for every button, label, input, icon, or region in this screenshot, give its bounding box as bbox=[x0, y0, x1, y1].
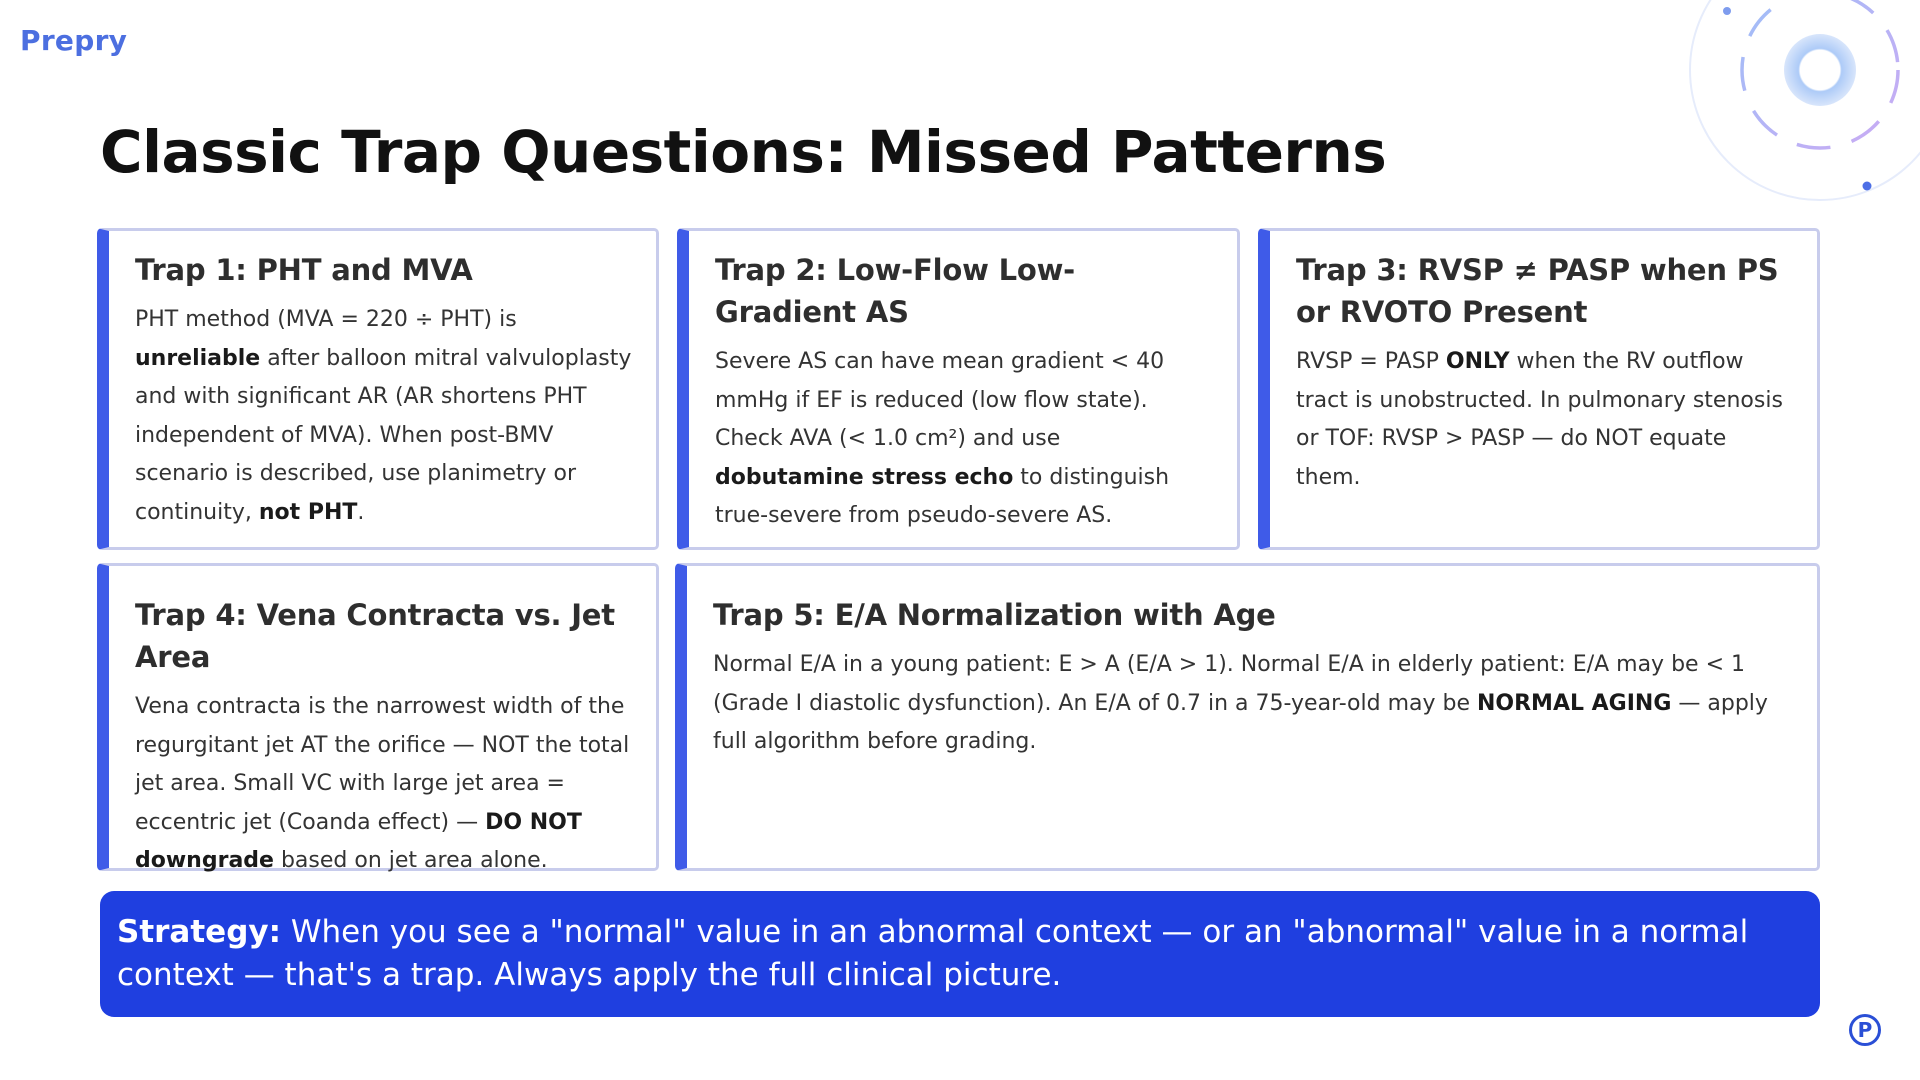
body-text: RVSP = PASP bbox=[1296, 349, 1446, 374]
emphasis-text: not PHT bbox=[258, 499, 358, 525]
trap-card-heading: Trap 4: Vena Contracta vs. Jet Area bbox=[135, 598, 615, 674]
strategy-callout bbox=[100, 891, 1820, 1017]
body-text: after balloon mitral valvuloplasty and with significant AR (AR shortens PHT independent of MVA). When post-BMV scenario is described, use planimetry or continuity, bbox=[135, 345, 632, 525]
body-text: . bbox=[357, 499, 365, 525]
body-text: when the RV outflow tract is unobstructed. In pulmonary stenosis or TOF: RVSP > PASP — do NOT equate them. bbox=[1296, 349, 1783, 490]
trap-card-body bbox=[715, 343, 1215, 536]
trap-card-heading: Trap 1: PHT and MVA bbox=[135, 253, 473, 287]
trap-card-4 bbox=[97, 563, 659, 871]
emphasis-text: ONLY bbox=[1445, 349, 1510, 374]
page-title: Classic Trap Questions: Missed Patterns bbox=[100, 118, 1387, 186]
emphasis-text: dobutamine stress echo bbox=[715, 464, 1014, 490]
trap-card-heading: Trap 5: E/A Normalization with Age bbox=[713, 598, 1276, 632]
trap-card-heading: Trap 2: Low-Flow Low-Gradient AS bbox=[715, 253, 1076, 329]
trap-card-body bbox=[135, 301, 634, 532]
trap-card-3 bbox=[1258, 228, 1820, 550]
prepry-p-logo-icon: P bbox=[1849, 1014, 1881, 1046]
trap-card-heading: Trap 3: RVSP ≠ PASP when PS or RVOTO Present bbox=[1296, 253, 1779, 329]
brand-logo: Prepry bbox=[20, 24, 128, 57]
trap-card-body bbox=[1296, 343, 1795, 497]
strategy-label: Strategy: bbox=[117, 914, 281, 950]
trap-card-2 bbox=[677, 228, 1240, 550]
trap-card-5 bbox=[675, 563, 1820, 871]
emphasis-text: unreliable bbox=[135, 345, 261, 371]
emphasis-text: DO NOT downgrade bbox=[135, 809, 582, 873]
concentric-rings-decoration-icon bbox=[1680, 0, 1920, 210]
body-text: — apply full algorithm before grading. bbox=[713, 690, 1768, 754]
trap-card-body bbox=[135, 688, 634, 881]
strategy-text: When you see a "normal" value in an abnormal context — or an "abnormal" value in a normal context — that's a trap. Always apply the full clinical picture. bbox=[117, 914, 1749, 993]
emphasis-text: NORMAL AGING bbox=[1477, 690, 1672, 716]
trap-card-body bbox=[713, 646, 1795, 762]
body-text: to distinguish true-severe from pseudo-severe AS. bbox=[715, 464, 1170, 528]
body-text: PHT method (MVA = 220 ÷ PHT) is bbox=[135, 307, 517, 332]
trap-card-1 bbox=[97, 228, 659, 550]
body-text: Vena contracta is the narrowest width of the regurgitant jet AT the orifice — NOT the total jet area. Small VC with large jet area = eccentric jet (Coanda effect) — bbox=[135, 694, 630, 835]
body-text: based on jet area alone. bbox=[273, 848, 548, 873]
body-text: Normal E/A in a young patient: E > A (E/A > 1). Normal E/A in elderly patient: E/A may be < 1 (Grade I diastolic dysfunction). An E/A of 0.7 in a 75-year-old may be bbox=[713, 652, 1745, 716]
body-text: Severe AS can have mean gradient < 40 mmHg if EF is reduced (low flow state). Check AVA (< 1.0 cm²) and use bbox=[715, 349, 1165, 451]
